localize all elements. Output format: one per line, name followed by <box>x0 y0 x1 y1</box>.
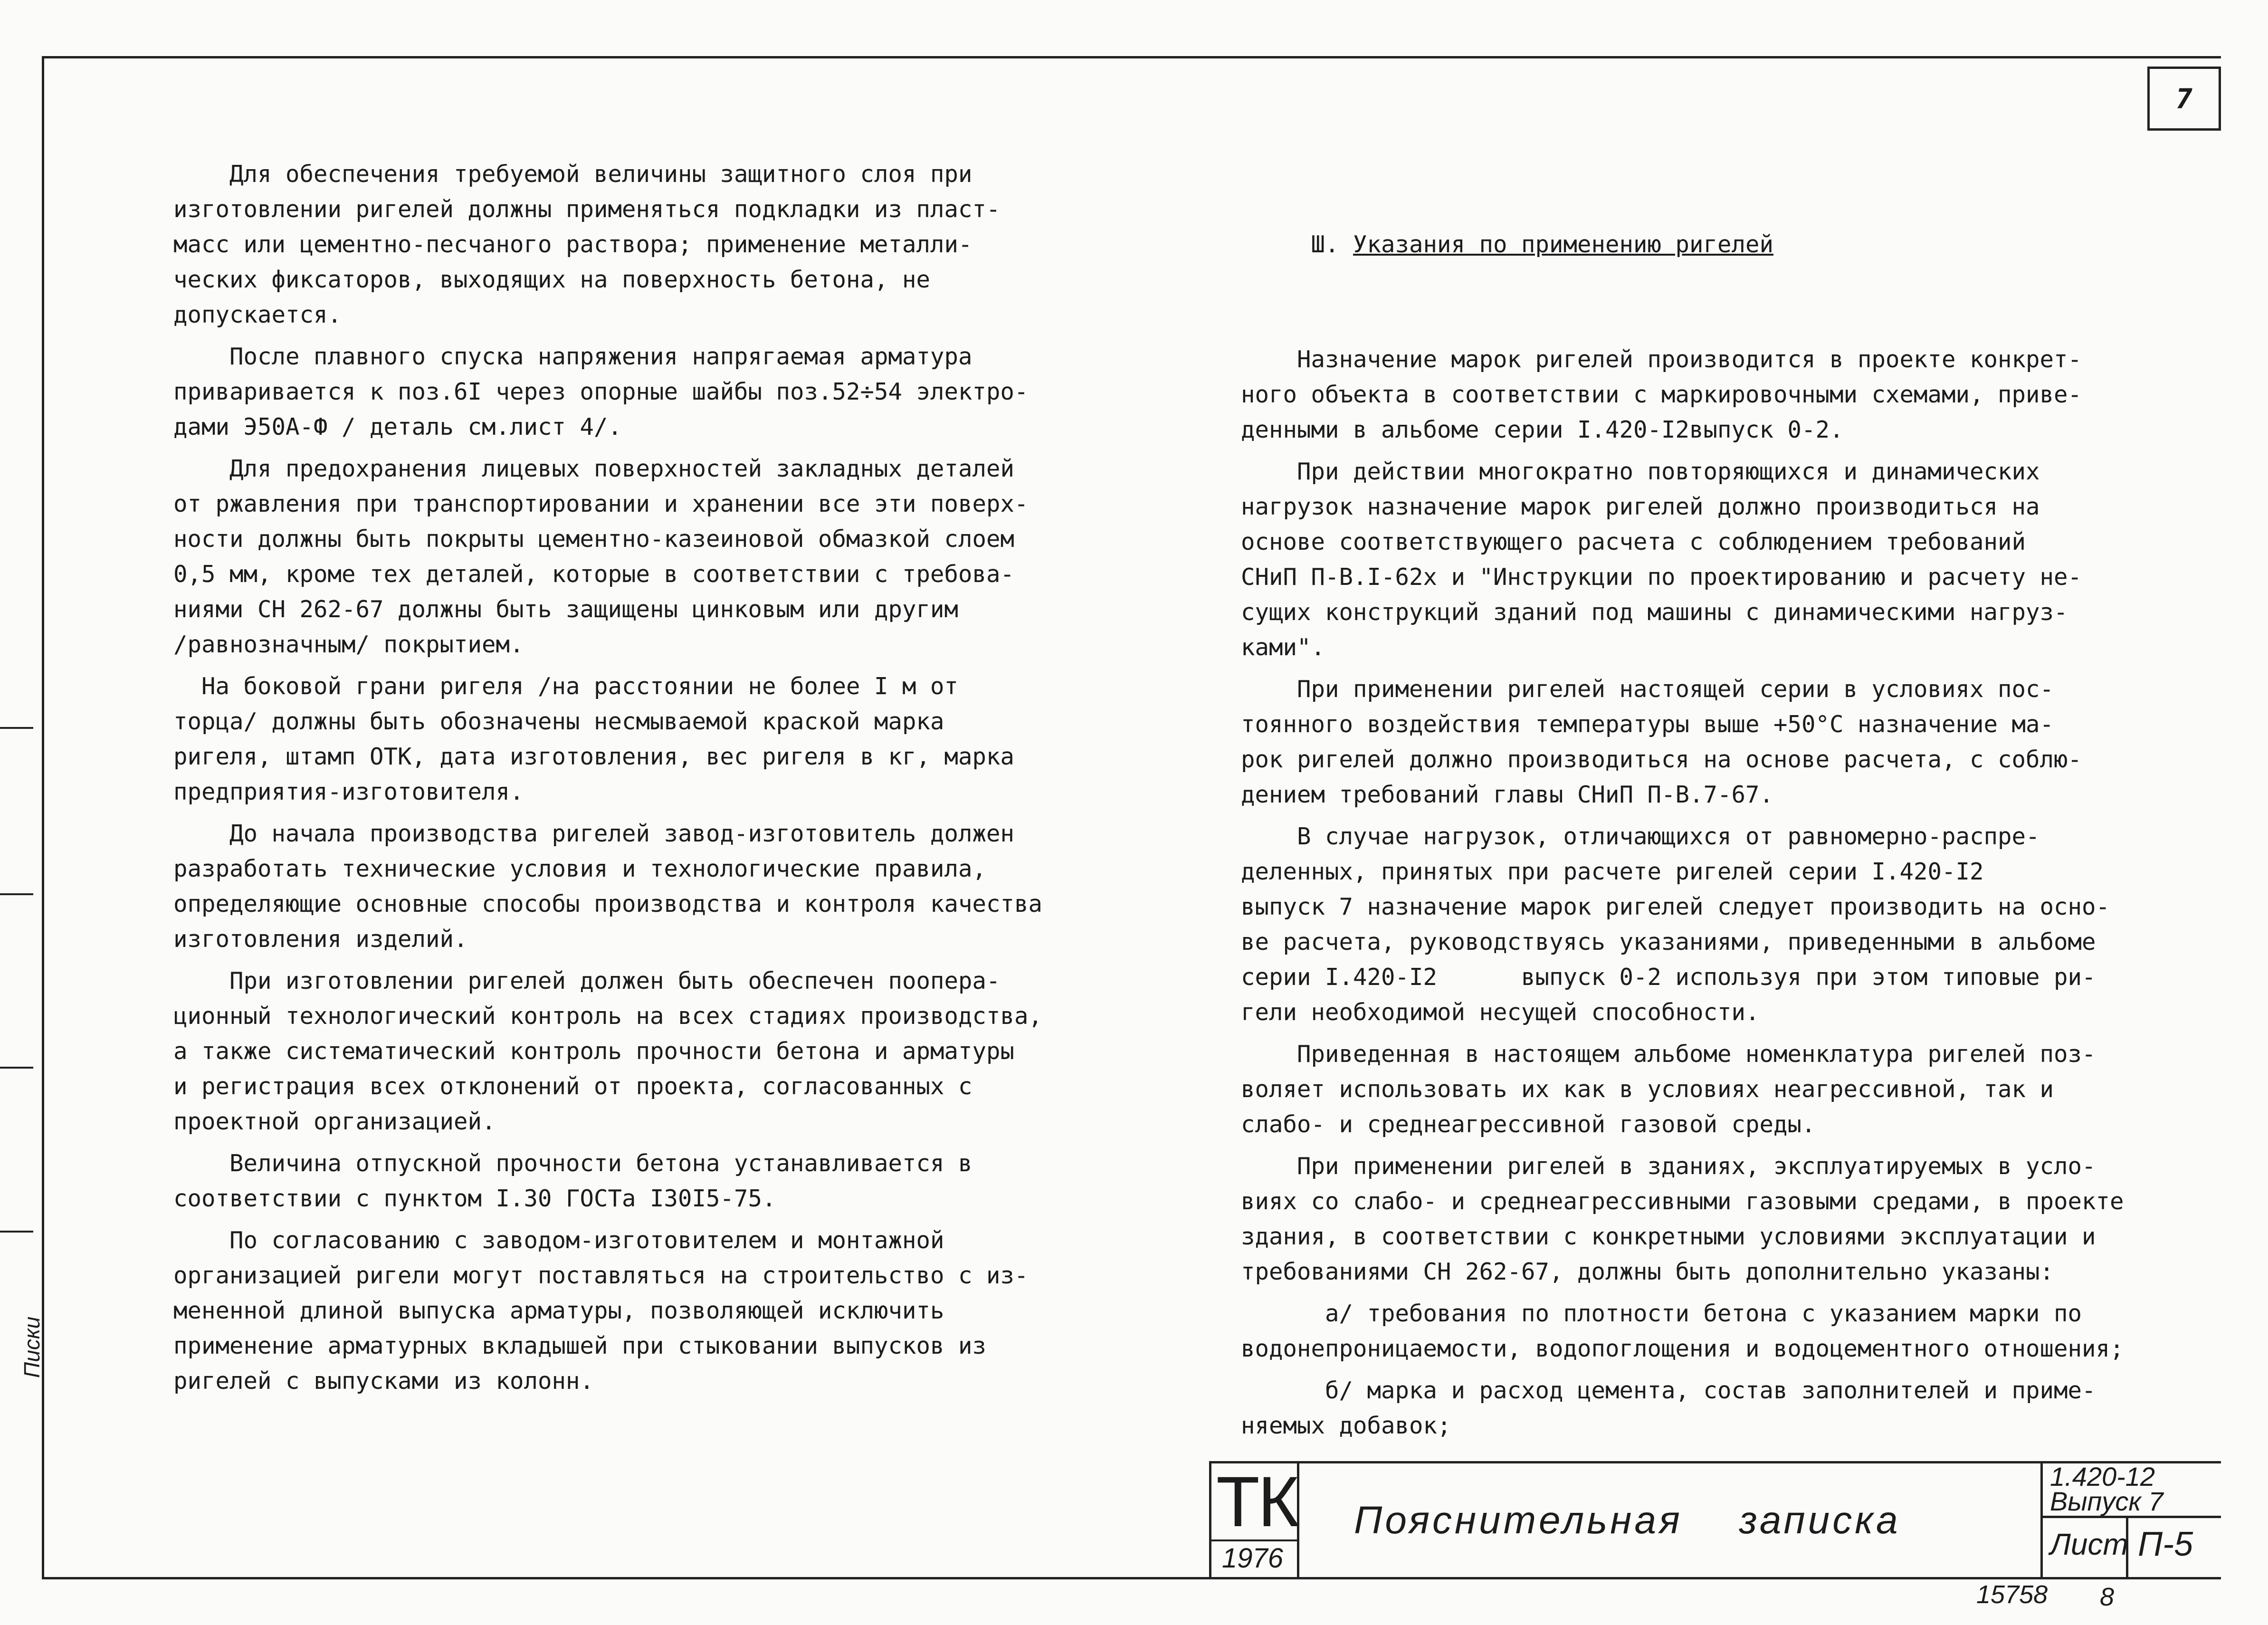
text-line: масс или цементно-песчаного раствора; применение металли- <box>173 231 972 258</box>
text-line: выпуск 7 назначение марок ригелей следует производить на осно- <box>1241 893 2110 920</box>
text-line: В случае нагрузок, отличающихся от равномерно-распре- <box>1241 823 2040 850</box>
text-line: а/ требования по плотности бетона с указанием марки по <box>1241 1300 2082 1327</box>
text-line: тоянного воздействия температуры выше +50°С назначение ма- <box>1241 711 2054 738</box>
text-line: и регистрация всех отклонений от проекта, согласованных с <box>173 1073 972 1100</box>
text-line: водонепроницаемости, водопоглощения и водоцементного отношения; <box>1241 1335 2124 1362</box>
series-info <box>2050 1464 2163 1514</box>
text-line: Величина отпускной прочности бетона устанавливается в <box>173 1150 972 1177</box>
text-line: При изготовлении ригелей должен быть обеспечен поопера- <box>173 967 1001 994</box>
text-line: няемых добавок; <box>1241 1412 1451 1439</box>
section-heading <box>1241 227 2124 262</box>
margin-tick <box>0 727 33 729</box>
text-line: При применении ригелей настоящей серии в условиях пос- <box>1241 676 2054 703</box>
org-year: 1976 <box>1222 1543 1284 1574</box>
right-paragraphs <box>1241 342 2124 1443</box>
paragraph <box>173 157 1042 333</box>
text-line: допускается. <box>173 301 342 328</box>
text-line: разработать технические условия и технологические правила, <box>173 855 987 882</box>
left-text-column <box>173 157 1042 1405</box>
text-line: До начала производства ригелей завод-изготовитель должен <box>173 820 1015 847</box>
text-line: ве расчета, руководствуясь указаниями, приведенными в альбоме <box>1241 928 2096 956</box>
text-line: ригеля, штамп ОТК, дата изготовления, вес ригеля в кг, марка <box>173 743 1015 770</box>
sheet-number-box <box>2147 67 2221 131</box>
paragraph <box>173 1146 1042 1216</box>
text-line: гели необходимой несущей способности. <box>1241 999 1760 1026</box>
paragraph <box>1241 1149 2124 1290</box>
archive-number: 15758 <box>1976 1580 2048 1609</box>
text-line: торца/ должны быть обозначены несмываемой краской марка <box>173 708 944 735</box>
text-line: приваривается к поз.6I через опорные шайбы поз.52÷54 электро- <box>173 378 1029 405</box>
text-line: изготовления изделий. <box>173 926 468 953</box>
text-line: воляет использовать их как в условиях неагрессивной, так и <box>1241 1076 2054 1103</box>
text-line: требованиями СН 262-67, должны быть дополнительно указаны: <box>1241 1258 2054 1285</box>
paragraph <box>1241 454 2124 665</box>
text-line: организацией ригели могут поставляться на строительство с из- <box>173 1262 1029 1289</box>
org-mark: ТК <box>1216 1462 1298 1541</box>
org-cell <box>1211 1463 1299 1577</box>
text-line: дами Э50А-Ф / деталь см.лист 4/. <box>173 413 622 440</box>
title-block <box>1209 1461 2221 1577</box>
paragraph <box>173 451 1042 662</box>
text-line: ного объекта в соответствии с маркировочными схемами, приве- <box>1241 381 2082 408</box>
text-line: При действии многократно повторяющихся и динамических <box>1241 458 2040 485</box>
text-line: ригелей с выпусками из колонн. <box>173 1367 594 1395</box>
margin-tick <box>0 1231 33 1233</box>
paragraph <box>173 669 1042 810</box>
text-line: основе соответствующего расчета с соблюдением требований <box>1241 528 2026 555</box>
text-line: изготовлении ригелей должны применяться подкладки из пласт- <box>173 196 1001 223</box>
paragraph <box>1241 1037 2124 1142</box>
text-line: здания, в соответствии с конкретными условиями эксплуатации и <box>1241 1223 2096 1250</box>
text-line: 0,5 мм, кроме тех деталей, которые в соответствии с требова- <box>173 561 1015 588</box>
text-line: СНиП П-В.I-62х и "Инструкции по проектированию и расчету не- <box>1241 564 2082 591</box>
text-line: деленных, принятых при расчете ригелей серии I.420-I2 <box>1241 858 1984 885</box>
text-line: ционный технологический контроль на всех стадиях производства, <box>173 1003 1043 1030</box>
text-line: При применении ригелей в зданиях, эксплуатируемых в усло- <box>1241 1153 2096 1180</box>
series-code: 1.420-12 <box>2050 1462 2155 1491</box>
text-line: После плавного спуска напряжения напрягаемая арматура <box>173 343 972 370</box>
text-line: мененной длиной выпуска арматуры, позволяющей исключить <box>173 1297 944 1324</box>
text-line: На боковой грани ригеля /на расстоянии не более I м от <box>173 673 959 700</box>
margin-tick <box>0 1067 33 1069</box>
text-line: а также систематический контроль прочности бетона и арматуры <box>173 1038 1015 1065</box>
text-line: б/ марка и расход цемента, состав заполнителей и приме- <box>1241 1377 2096 1404</box>
text-line: проектной организацией. <box>173 1108 496 1135</box>
text-line: определяющие основные способы производства и контроля качества <box>173 890 1043 918</box>
paragraph <box>173 339 1042 445</box>
text-line: применение арматурных вкладышей при стыковании выпусков из <box>173 1332 987 1359</box>
paragraph <box>1241 1373 2124 1443</box>
text-line: Приведенная в настоящем альбоме номенклатура ригелей поз- <box>1241 1041 2096 1068</box>
sheet-label: Лист <box>2050 1527 2128 1561</box>
right-text-column <box>1241 157 2124 1485</box>
text-line: виях со слабо- и среднеагрессивными газовыми средами, в проекте <box>1241 1188 2124 1215</box>
margin-tick <box>0 893 33 895</box>
text-line: ческих фиксаторов, выходящих на поверхность бетона, не <box>173 266 931 293</box>
org-divider <box>1211 1539 1297 1541</box>
text-line: нагрузок назначение марок ригелей должно производиться на <box>1241 493 2040 520</box>
margin-signature: Писки <box>19 1316 44 1378</box>
text-line: соответствии с пунктом I.30 ГОСТа I30I5-75. <box>173 1185 776 1212</box>
paragraph <box>1241 672 2124 812</box>
text-line: По согласованию с заводом-изготовителем и монтажной <box>173 1227 944 1254</box>
text-line: Для предохранения лицевых поверхностей закладных деталей <box>173 455 1015 482</box>
section-heading-text: Указания по применению ригелей <box>1353 231 1774 258</box>
paragraph <box>1241 1296 2124 1367</box>
paragraph <box>1241 819 2124 1030</box>
text-line: Назначение марок ригелей производится в проекте конкрет- <box>1241 346 2082 373</box>
text-line: Для обеспечения требуемой величины защитного слоя при <box>173 161 972 188</box>
text-line: ками". <box>1241 634 1325 661</box>
text-line: ниями СН 262-67 должны быть защищены цинковым или другим <box>173 596 959 623</box>
paragraph <box>1241 342 2124 448</box>
text-line: денными в альбоме серии I.420-I2выпуск 0-2. <box>1241 416 1844 443</box>
text-line: от ржавления при транспортировании и хранении все эти поверх- <box>173 490 1029 517</box>
sheet-value: П-5 <box>2138 1525 2193 1563</box>
paragraph <box>173 964 1042 1139</box>
text-line: рок ригелей должно производиться на основе расчета, с соблю- <box>1241 746 2082 773</box>
text-line: предприятия-изготовителя. <box>173 778 524 805</box>
text-line: серии I.420-I2 выпуск 0-2 используя при этом типовые ри- <box>1241 964 2096 991</box>
text-line: сущих конструкций зданий под машины с динамическими нагруз- <box>1241 599 2068 626</box>
text-line: /равнозначным/ покрытием. <box>173 631 524 658</box>
text-line: слабо- и среднеагрессивной газовой среды. <box>1241 1111 1816 1138</box>
sheet-number: 7 <box>2176 82 2192 115</box>
section-heading-number: Ш. <box>1241 231 1353 258</box>
page-number: 8 <box>2100 1583 2115 1611</box>
series-issue: Выпуск 7 <box>2050 1486 2163 1516</box>
title-block-divider <box>2040 1463 2043 1577</box>
title-block-divider <box>2040 1516 2221 1518</box>
paragraph <box>173 816 1042 957</box>
text-line: дением требований главы СНиП П-В.7-67. <box>1241 781 1774 808</box>
text-line: ности должны быть покрыты цементно-казеиновой обмазкой слоем <box>173 526 1015 553</box>
document-title: Пояснительная записка <box>1354 1499 1901 1542</box>
paragraph <box>173 1223 1042 1399</box>
